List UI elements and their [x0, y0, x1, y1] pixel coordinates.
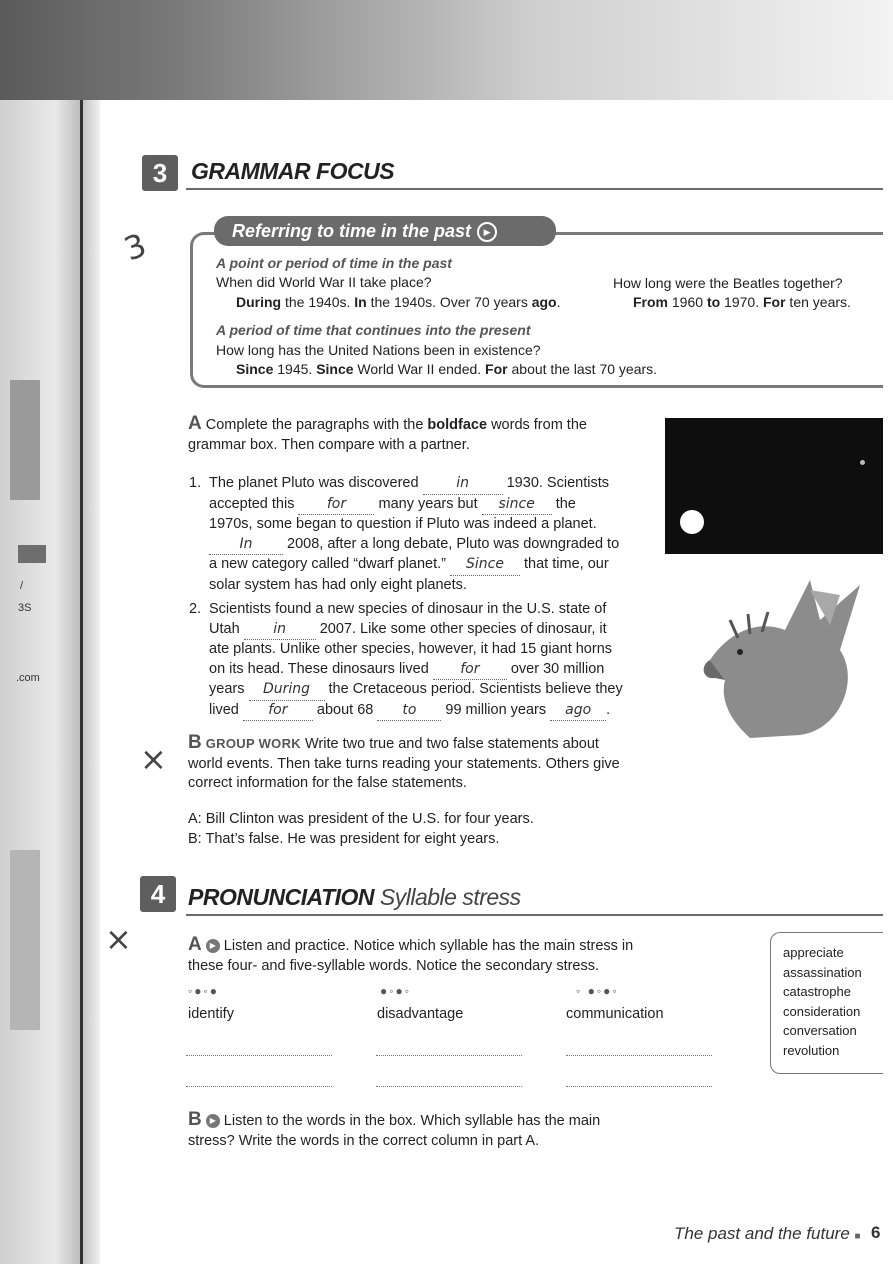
answer-blank[interactable]: for [433, 660, 507, 681]
answer-blank[interactable]: Since [450, 555, 520, 576]
answer-line[interactable] [566, 1055, 712, 1056]
grammar-question: When did World War II take place? [216, 274, 432, 290]
section-number-badge: 3 [142, 155, 178, 191]
answer-blank[interactable]: in [423, 474, 503, 495]
book-spine [80, 100, 83, 1264]
section-number-badge: 4 [140, 876, 176, 912]
left-page-bar [18, 545, 46, 563]
dinosaur-illustration [690, 570, 880, 740]
exercise-letter: A [188, 413, 202, 434]
column-word: disadvantage [377, 1006, 464, 1022]
word-box-item: assassination [783, 964, 862, 980]
left-page-fragment: / [20, 580, 24, 592]
left-page-fragment: .com [16, 672, 40, 684]
word-box-item: catastrophe [783, 984, 851, 999]
group-work-label: GROUP WORK [205, 736, 301, 751]
answer-line[interactable] [376, 1055, 522, 1056]
section-title: GRAMMAR FOCUS [191, 158, 395, 184]
answer-line[interactable] [566, 1086, 712, 1087]
footer-bullet: ■ [854, 1231, 861, 1242]
example-line: A: Bill Clinton was president of the U.S. for four years. [188, 811, 534, 827]
exercise-a-instructions: A Complete the paragraphs with the boldface words from the grammar box. Then compare with a partner. [188, 413, 587, 453]
audio-play-icon[interactable]: ▶ [206, 939, 220, 953]
audio-play-icon[interactable]: ▶ [477, 222, 497, 242]
column-word: communication [566, 1006, 664, 1022]
answer-blank[interactable]: During [249, 680, 325, 701]
word-box-item: appreciate [783, 945, 844, 960]
answer-line[interactable] [186, 1086, 332, 1087]
answer-blank[interactable]: to [377, 701, 441, 722]
stress-pattern: ●◦●◦ [380, 984, 412, 998]
exercise-letter: B [188, 1109, 202, 1130]
word-box-item: conversation [783, 1023, 857, 1038]
handwritten-mark-3: 3 [119, 225, 152, 269]
grammar-question: How long were the Beatles together? [613, 275, 843, 291]
pronunciation-a-instructions: A ▶ Listen and practice. Notice which syllable has the main stress in these four- and five-syllable words. Notice the secondary stress. [188, 934, 634, 974]
word-box [770, 932, 883, 1074]
answer-blank[interactable]: for [243, 701, 313, 722]
word-box-item: consideration [783, 1003, 861, 1019]
grammar-subheading: A period of time that continues into the present [216, 322, 531, 338]
example-line: B: That’s false. He was president for eight years. [188, 831, 500, 847]
section-subtitle: Syllable stress [379, 884, 521, 910]
answer-line[interactable] [376, 1086, 522, 1087]
photo-star [860, 460, 865, 465]
answer-line[interactable] [186, 1055, 332, 1056]
handwritten-cross-mark: × [105, 920, 132, 958]
section-title: PRONUNCIATION Syllable stress [188, 884, 521, 910]
exercise-letter: A [188, 934, 202, 955]
item-number: 2. [189, 601, 202, 617]
section-divider [186, 188, 883, 190]
column-word: identify [188, 1006, 234, 1022]
left-page-fragment: 3S [18, 602, 32, 614]
left-page-thumbnail [10, 850, 40, 1030]
item-number: 1. [189, 475, 202, 491]
grammar-answer: During the 1940s. In the 1940s. Over 70 years ago. [236, 294, 561, 310]
answer-blank[interactable]: for [298, 495, 374, 516]
exercise-b-instructions: B GROUP WORK Write two true and two false statements about world events. Then take turns reading your statements. Others give correct information for the false statements. [188, 732, 620, 791]
exercise-letter: B [188, 732, 202, 753]
grammar-question: How long has the United Nations been in existence? [216, 342, 541, 358]
stress-pattern: ◦ ●◦●◦ [576, 984, 619, 998]
page-number: 6 [871, 1223, 881, 1242]
left-page-thumbnail [10, 380, 40, 500]
answer-blank[interactable]: since [482, 495, 552, 516]
answer-blank[interactable]: In [209, 535, 283, 556]
photo-planet [680, 510, 704, 534]
grammar-answer: From 1960 to 1970. For ten years. [633, 294, 851, 310]
exercise-item-1: The planet Pluto was discovered in 1930. Scientists accepted this for many years but since the 1970s, some began to question if Pluto was indeed a planet. In 2008, after a long debate, Pluto was downgraded to a new category called “dwarf planet.” Since that time, our solar system has had only eight planets. [209, 475, 620, 593]
pronunciation-b-instructions: B ▶ Listen to the words in the box. Which syllable has the main stress? Write the words in the correct column in part A. [188, 1109, 601, 1149]
handwritten-cross-mark: × [140, 740, 167, 778]
stress-pattern: ◦●◦● [188, 984, 220, 998]
word-box-item: revolution [783, 1042, 840, 1058]
exercise-item-2: Scientists found a new species of dinosaur in the U.S. state of Utah in 2007. Like some other species of dinosaur, it ate plants. Unlike other species, however, it had 15 giant horns on its head. These dinosaurs lived for over 30 million years During the Cretaceous period. Scientists believe they lived for about 68 to 99 million years ago . [209, 600, 649, 721]
page-top-shadow [0, 0, 893, 100]
grammar-subheading: A point or period of time in the past [216, 255, 452, 271]
grammar-answer: Since 1945. Since World War II ended. For about the last 70 years. [236, 361, 658, 377]
pluto-space-photo [665, 418, 883, 554]
grammar-box-title: Referring to time in the past ▶ [214, 216, 556, 246]
section-divider [186, 914, 883, 916]
footer-unit-title: The past and the future ■ [674, 1224, 861, 1243]
answer-blank[interactable]: in [244, 620, 316, 641]
left-page-edge [0, 100, 100, 1264]
answer-blank[interactable]: ago [550, 701, 606, 722]
audio-play-icon[interactable]: ▶ [206, 1114, 220, 1128]
